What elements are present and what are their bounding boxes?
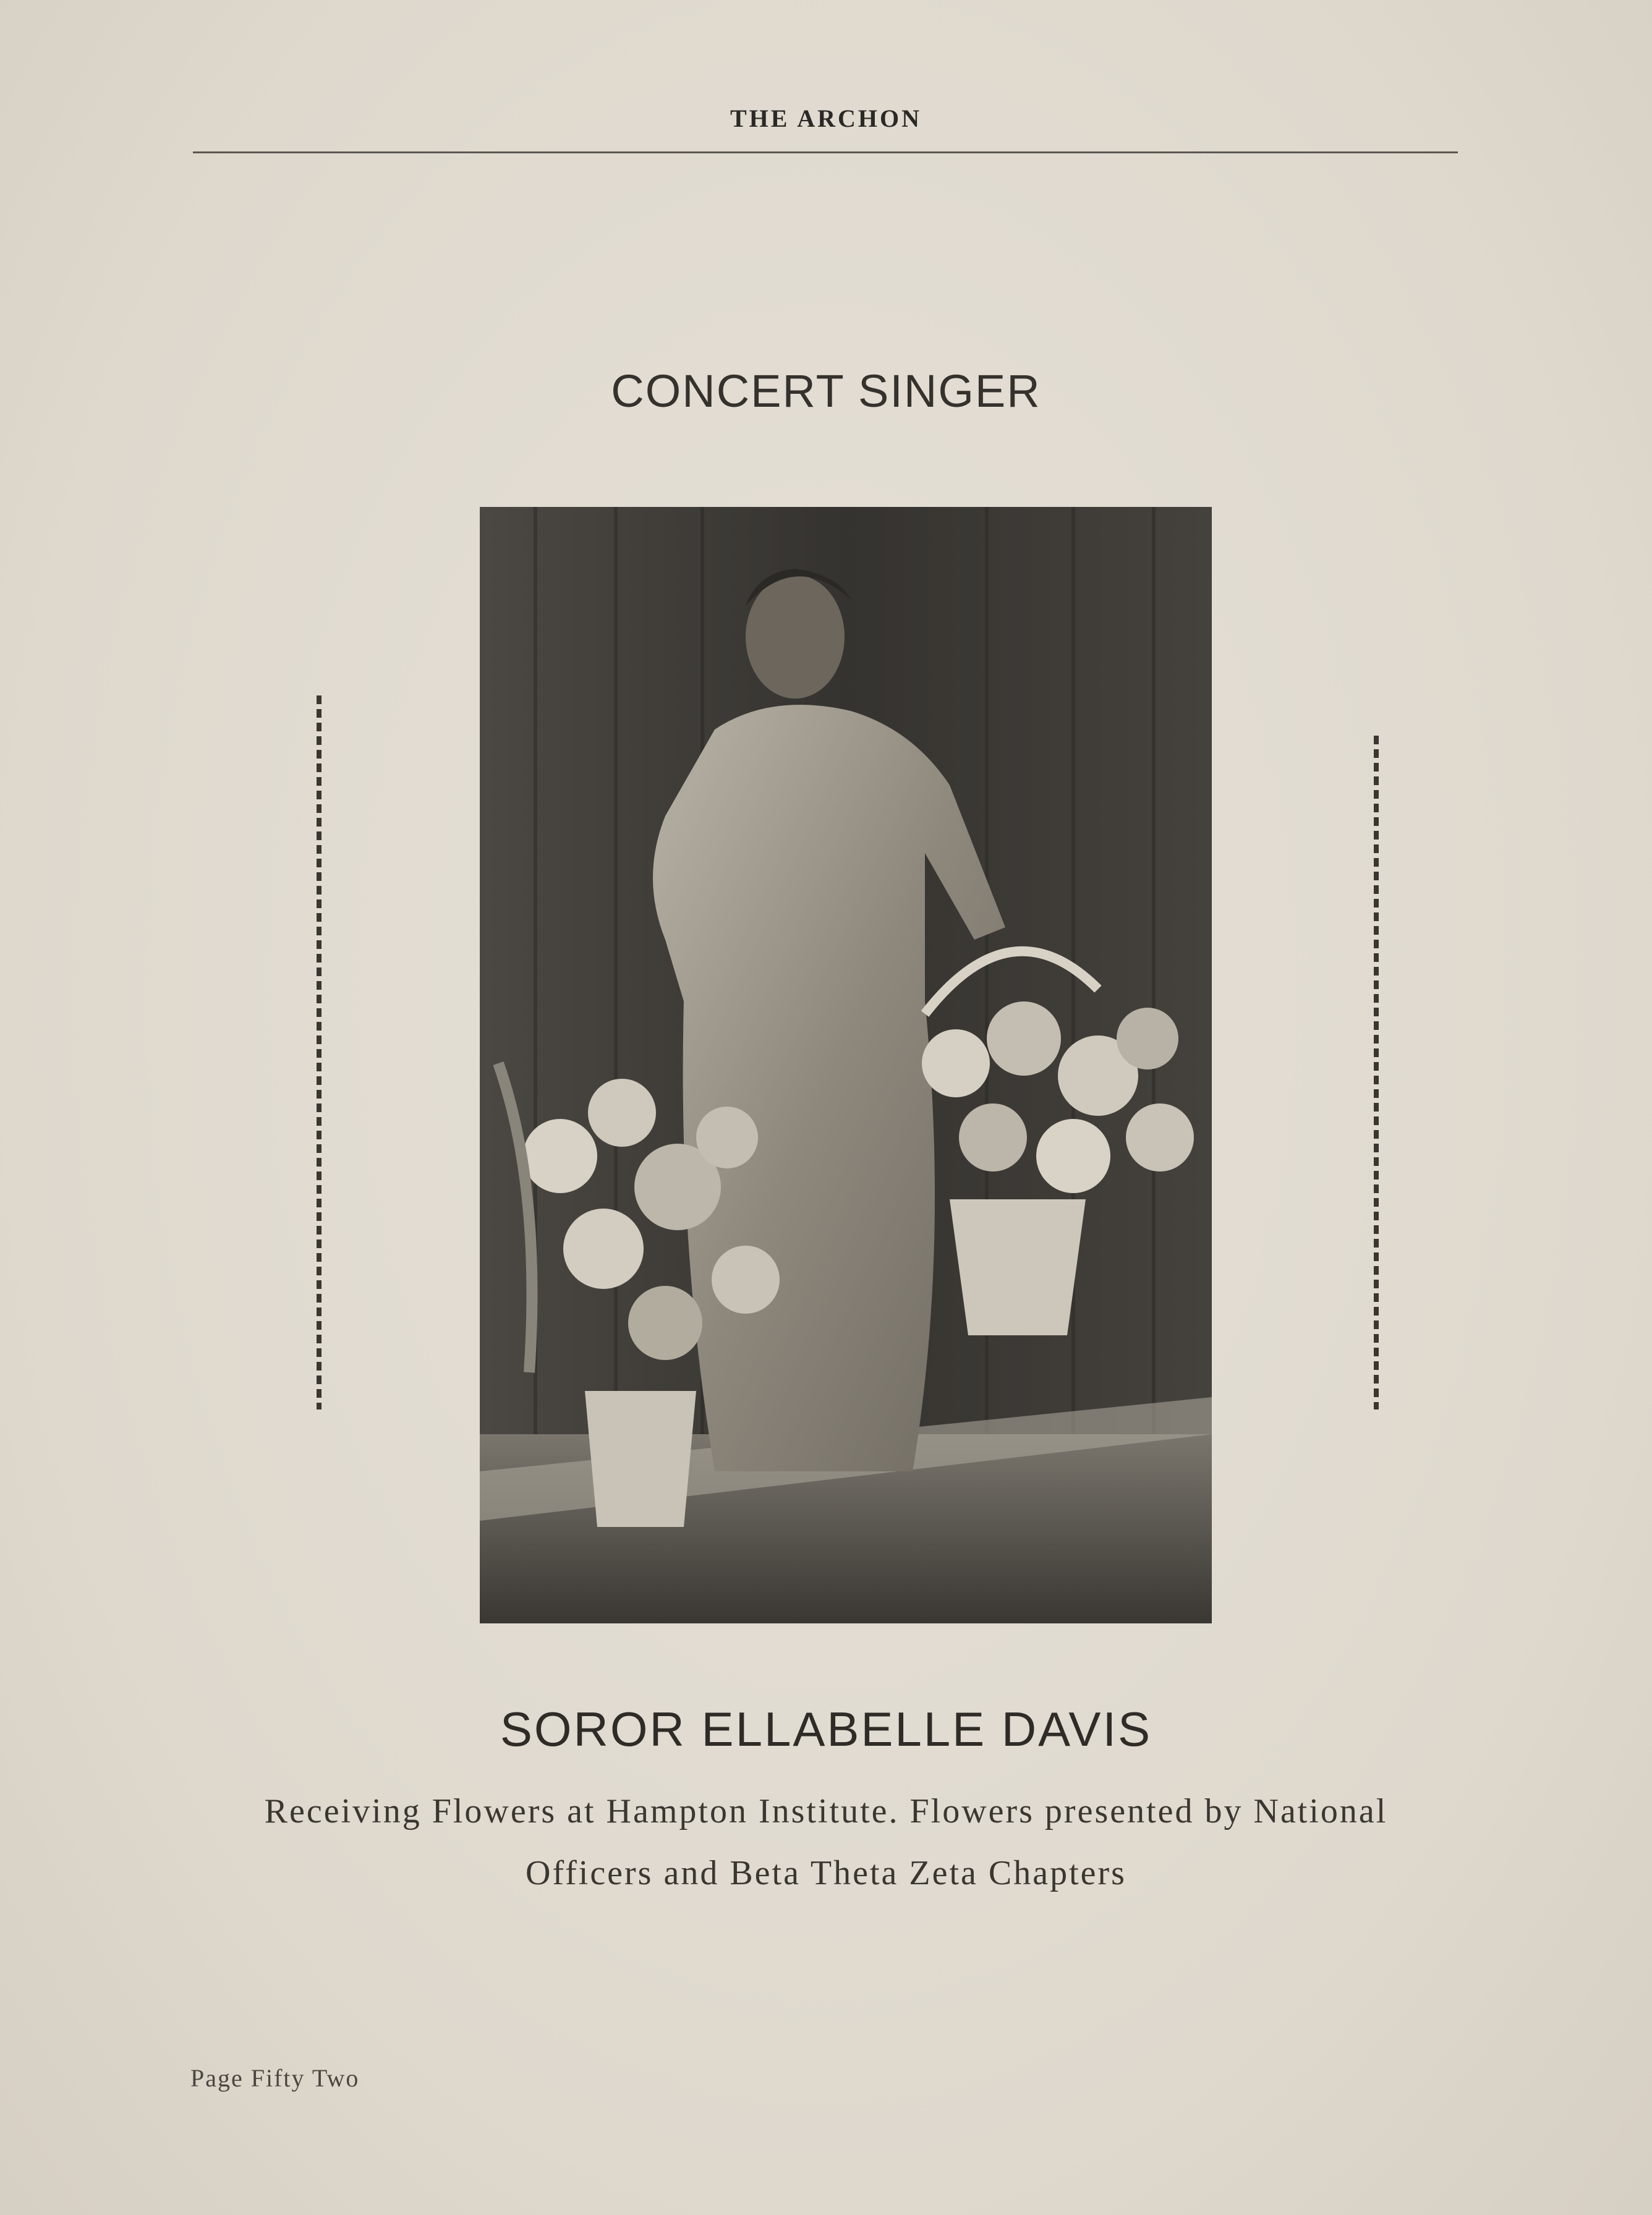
subject-name: SOROR ELLABELLE DAVIS bbox=[500, 1702, 1152, 1756]
photo-caption: Receiving Flowers at Hampton Institute. Flowers presented by National Officers and Beta Theta Zeta Chapters bbox=[264, 1792, 1388, 1892]
photo-illustration bbox=[480, 507, 1212, 1623]
article-title: CONCERT SINGER bbox=[611, 365, 1041, 417]
header-rule bbox=[193, 151, 1458, 153]
decorative-border-right bbox=[1374, 736, 1379, 1409]
singer-photograph bbox=[480, 507, 1212, 1623]
page-number: Page Fifty Two bbox=[190, 2064, 360, 2092]
decorative-border-left bbox=[317, 695, 321, 1409]
running-header: THE ARCHON bbox=[730, 104, 922, 132]
